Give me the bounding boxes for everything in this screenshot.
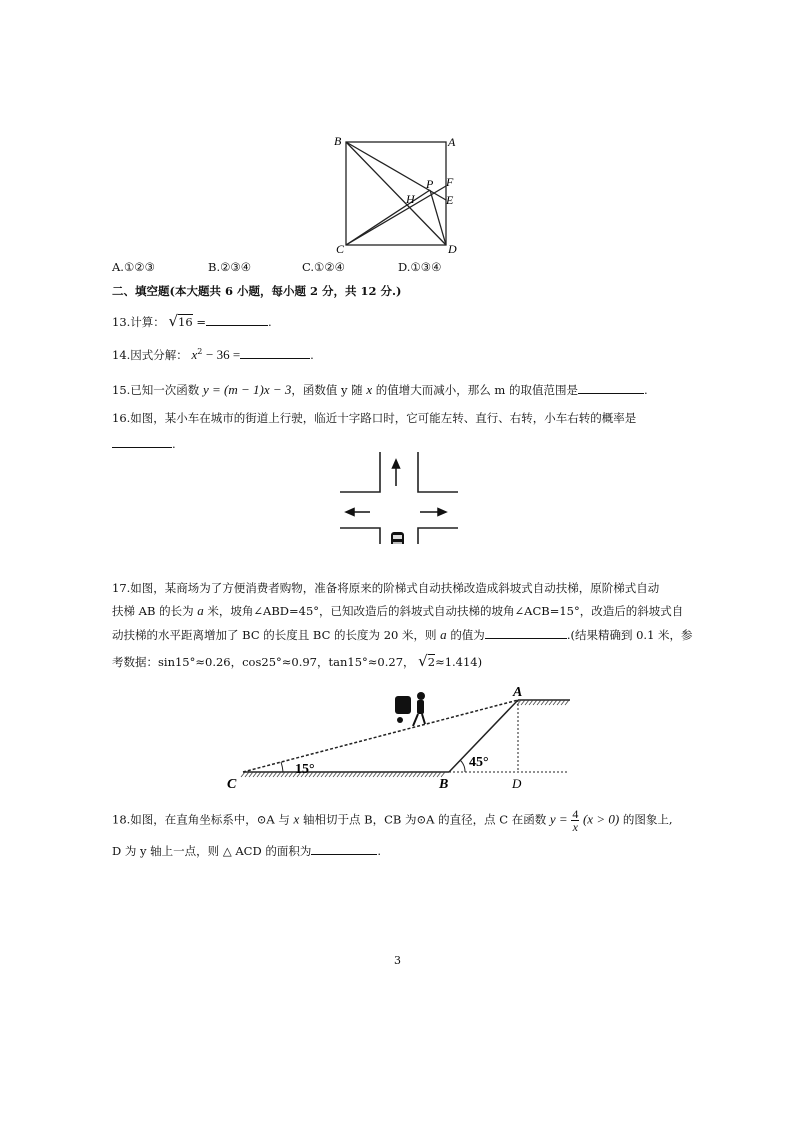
q14-answer-blank[interactable]	[240, 346, 310, 359]
q17-line2	[112, 603, 683, 619]
q17-line2-b: 米，坡角∠ABD=45°，已知改造后的斜坡式自动扶梯的坡角∠ACB=15°，改造后的斜坡式自	[207, 604, 684, 618]
q17-line2-a: 扶梯 AB 的长为	[112, 604, 194, 618]
q17-line1: 17.如图，某商场为了方便消费者购物，准备将原来的阶梯式自动扶梯改造成斜坡式自动扶梯，原阶梯式自动	[112, 581, 660, 595]
q15-prefix: 15.已知一次函数	[112, 383, 200, 397]
q18-line2: D 为 y 轴上一点，则 △ ACD 的面积为 .	[112, 844, 381, 858]
q17-line4	[112, 652, 482, 670]
q18-line1-c: 的图象上,	[622, 812, 673, 827]
q14-expr-rest: − 36 =	[205, 347, 241, 362]
q18-line2-a: D 为 y 轴上一点，则	[112, 844, 220, 858]
slope-figure	[225, 682, 575, 792]
q13-equals: =	[196, 315, 206, 329]
q18-fraction	[571, 808, 579, 833]
q16-answer-blank[interactable]	[112, 435, 172, 448]
q15-formula: y = (m − 1)x − 3	[202, 382, 292, 397]
q18-line1-b: 轴相切于点 B，CB 为⊙A 的直径，点 C 在函数	[302, 812, 547, 827]
q16-line2: .	[112, 435, 176, 451]
q14-prefix: 14.因式分解：	[112, 348, 188, 362]
q13-answer-blank[interactable]	[206, 313, 268, 326]
label-F: F	[446, 175, 454, 189]
q15-answer-blank[interactable]	[578, 381, 644, 394]
q15-middle: ，函数值 y 随	[291, 383, 363, 397]
q18-line2-b: ACD 的面积为	[235, 844, 312, 858]
q17-line3	[112, 626, 693, 643]
label-D: D	[448, 242, 457, 255]
q13: 13.计算： √16 = .	[112, 312, 272, 330]
q14-exp: 2	[197, 347, 203, 357]
label-B: B	[439, 777, 449, 792]
q12-option-a: A.①②③	[112, 260, 155, 274]
q15-rest: 的值增大而减小，那么 m 的取值范围是	[375, 383, 578, 397]
q12-option-d: D.①③④	[398, 260, 442, 274]
sqrt-symbol: √	[418, 652, 428, 670]
q18-answer-blank[interactable]	[311, 842, 377, 855]
crossroad-figure	[340, 452, 458, 544]
q17-line4-b: ≈1.414)	[435, 655, 483, 669]
q18-x: x	[293, 811, 300, 827]
q12-option-c: C.①②④	[302, 260, 345, 274]
q17-line3-c: .(结果精确到 0.1 米，参	[566, 628, 693, 642]
label-E: E	[446, 193, 454, 207]
label-H: H	[406, 192, 415, 206]
q17-line3-b: 的值为	[450, 628, 485, 642]
q17-line3-a: 动扶梯的水平距离增加了 BC 的长度且 BC 的长度为 20 米，则	[112, 628, 437, 642]
q13-radicand: 16	[178, 315, 193, 329]
arrow-up-icon	[393, 460, 400, 486]
q18-frac-den: x	[572, 820, 578, 834]
label-P: P	[426, 177, 434, 191]
q17-var-a2: a	[440, 627, 447, 642]
label-D: D	[512, 776, 522, 791]
q15-x: x	[366, 382, 373, 397]
triangle-symbol: △	[222, 844, 232, 858]
label-A: A	[513, 685, 523, 700]
label-C: C	[336, 242, 345, 255]
section-title: 二、填空题(本大题共 6 小题，每小题 2 分，共 12 分.)	[112, 284, 402, 298]
page-number: 3	[394, 954, 401, 967]
label-C: C	[227, 777, 237, 792]
q18-frac-num: 4	[572, 807, 579, 821]
q18-func-y: y =	[549, 811, 568, 827]
q17-answer-blank[interactable]	[485, 626, 567, 639]
label-A: A	[448, 135, 456, 149]
q13-prefix: 13.计算：	[112, 315, 165, 329]
person-with-cart-icon	[395, 692, 425, 726]
q18-line1-a: 18.如图，在直角坐标系中，⊙A 与	[112, 812, 290, 827]
q18-cond: (x > 0)	[582, 811, 620, 827]
q17-radicand: 2	[427, 655, 436, 669]
angle-45-label: 45°	[469, 755, 489, 770]
q14: 14.因式分解： $x^2 - 36$ = .	[112, 347, 314, 362]
q14-x: x	[191, 347, 198, 362]
arrow-right-icon	[420, 509, 446, 516]
arrow-left-icon	[346, 509, 370, 516]
q17-line4-a: 考数据：sin15°≈0.26，cos25°≈0.97，tan15°≈0.27，	[112, 655, 415, 669]
q16-line1: 16.如图，某小车在城市的街道上行驶，临近十字路口时，它可能左转、直行、右转，小车右转的概率是	[112, 411, 637, 425]
sqrt-symbol: √	[168, 312, 179, 330]
q15: 15.已知一次函数 y = (m − 1)x − 3，函数值 y 随 x 的值增大而减小，那么 m 的取值范围是 .	[112, 382, 648, 397]
car-icon	[391, 532, 404, 544]
q12-option-b: B.②③④	[208, 260, 252, 274]
square-figure	[330, 130, 465, 255]
q17-var-a: a	[197, 603, 204, 618]
q18-line1	[112, 808, 672, 833]
angle-15-label: 15°	[295, 762, 315, 777]
label-B: B	[334, 134, 342, 148]
